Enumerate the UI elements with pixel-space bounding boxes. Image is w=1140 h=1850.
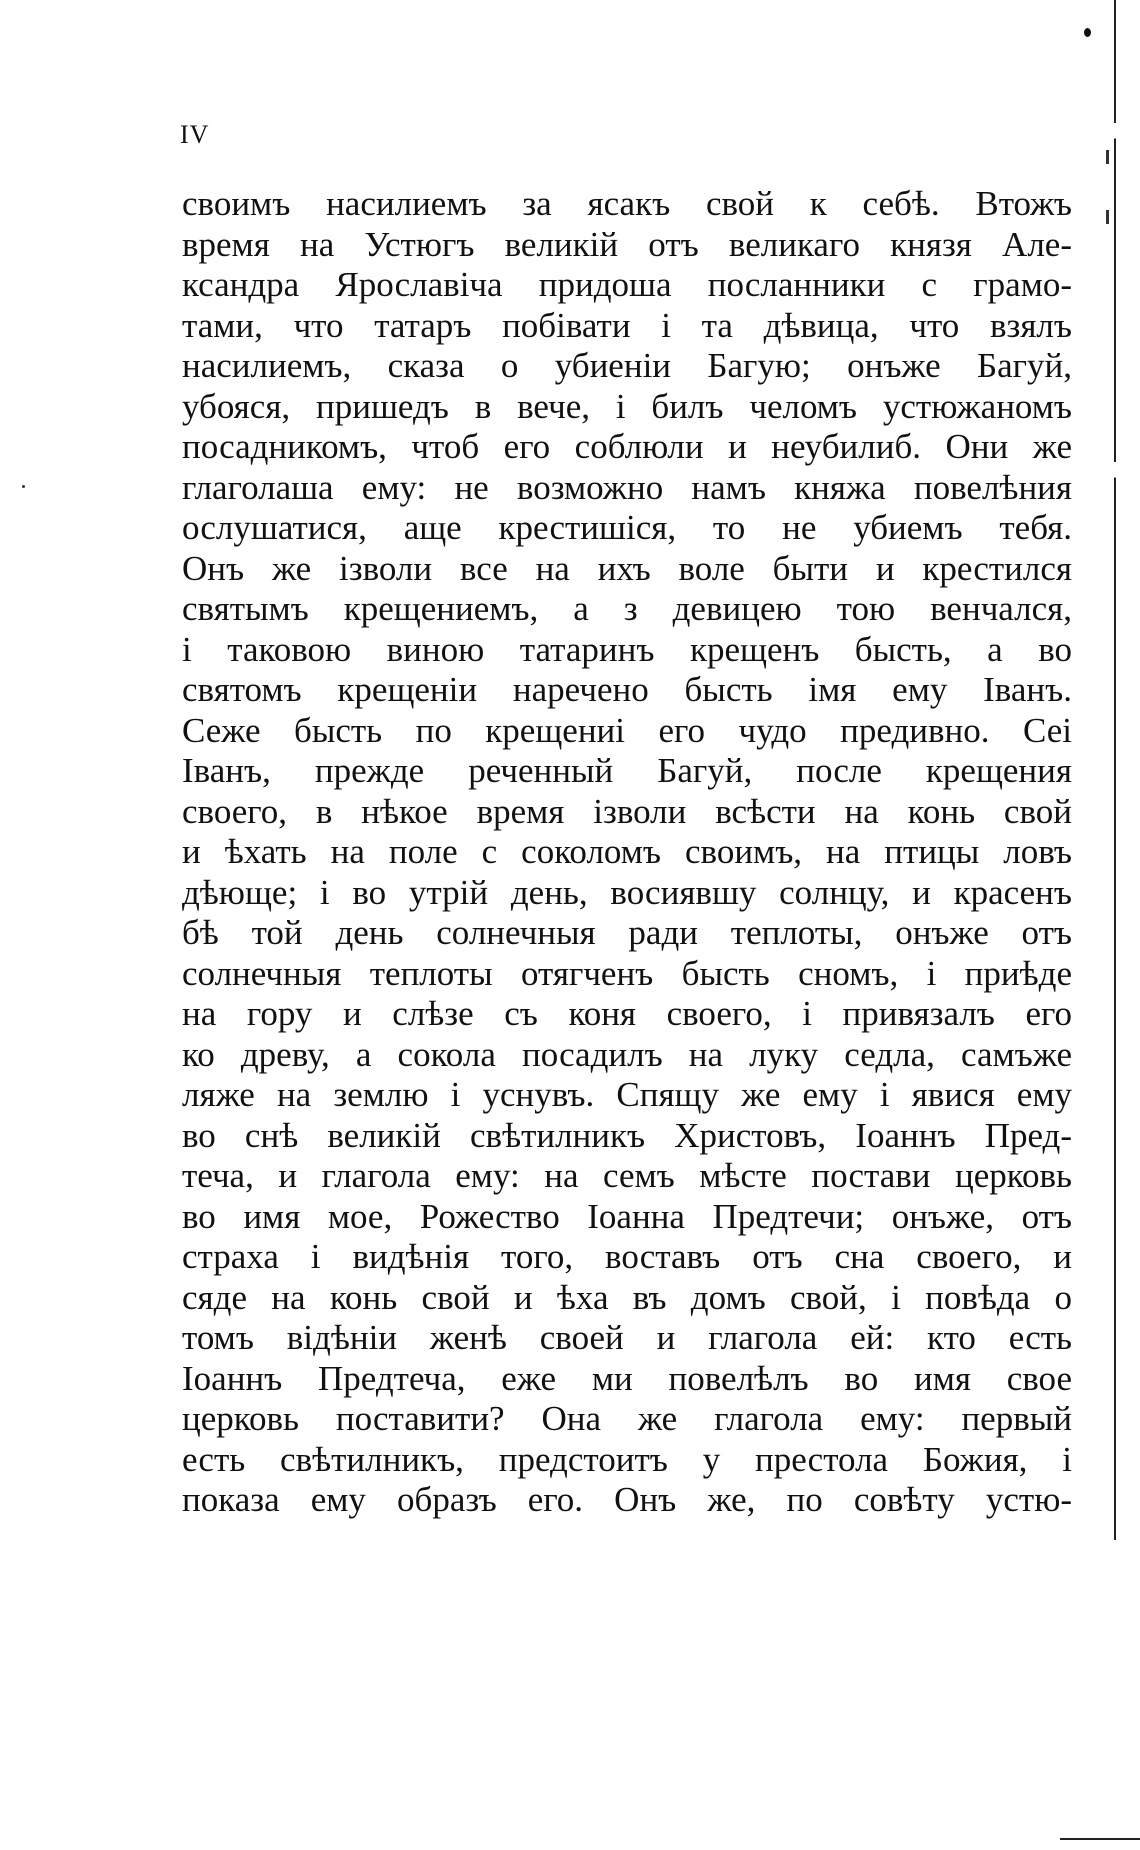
text-line: сяде на конь свой и ѣха въ домъ свой, і повѣда о	[182, 1277, 1072, 1317]
text-line: посадникомъ, чтоб его соблюли и неубилиб. Они же	[182, 427, 1072, 466]
text-line: бѣ той день солнечныя ради теплоты, онъже отъ	[182, 913, 1072, 952]
text-line: солнечныя теплоты отягченъ бысть сномъ, і приѣде	[182, 953, 1072, 993]
page-edge-line	[1114, 0, 1116, 1540]
text-line: теча, и глагола ему: на семъ мѣсте постави церковь	[182, 1156, 1072, 1195]
text-line: своимъ насилиемъ за ясакъ свой к себѣ. Втожъ	[182, 184, 1072, 223]
text-line: томъ відѣніи женѣ своей и глагола ей: кто есть	[182, 1318, 1072, 1357]
page-edge-tick	[1106, 150, 1109, 164]
body-text	[182, 184, 1072, 1521]
text-line: тами, что татаръ побівати і та дѣвица, что взялъ	[182, 305, 1072, 345]
text-line: показа ему образъ его. Онъ же, по совѣту устю-	[182, 1480, 1072, 1519]
text-line: святымъ крещениемъ, а з девицею тою венчался,	[182, 589, 1072, 628]
ink-mark	[1084, 28, 1091, 37]
text-line: и ѣхать на поле с соколомъ своимъ, на птицы ловъ	[182, 832, 1072, 871]
text-line: ослушатися, аще крестишіся, то не убиемъ тебя.	[182, 508, 1072, 547]
text-line: Сеже бысть по крещениі его чудо предивно. Сеі	[182, 710, 1072, 750]
text-line: церковь поставити? Она же глагола ему: первый	[182, 1399, 1072, 1438]
text-line: Іванъ, прежде реченный Багуй, после крещения	[182, 751, 1072, 790]
text-line: время на Устюгъ великій отъ великаго князя Але-	[182, 224, 1072, 264]
text-line: своего, в нѣкое время ізволи всѣсти на конь свой	[182, 791, 1072, 831]
text-line: ляже на землю і уснувъ. Спящу же ему і явися ему	[182, 1075, 1072, 1114]
text-line: ксандра Ярославіча придоша посланники с грамо-	[182, 265, 1072, 304]
text-line: насилиемъ, сказа о убиеніи Багую; онъже Багуй,	[182, 346, 1072, 385]
text-line: убояся, пришедъ в вече, і билъ челомъ устюжаномъ	[182, 386, 1072, 426]
page-number: IV	[180, 120, 210, 149]
margin-speck	[22, 485, 25, 488]
text-line: святомъ крещеніи наречено бысть імя ему Іванъ.	[182, 670, 1072, 709]
text-line: і таковою виною татаринъ крещенъ бысть, а во	[182, 629, 1072, 669]
text-line: ко древу, а сокола посадилъ на луку седла, самъже	[182, 1034, 1072, 1074]
bottom-rule	[1060, 1838, 1140, 1840]
text-line: Онъ же ізволи все на ихъ воле быти и крестился	[182, 548, 1072, 588]
text-line: во снѣ великій свѣтилникъ Христовъ, Іоаннъ Пред-	[182, 1115, 1072, 1155]
text-line: есть свѣтилникъ, предстоитъ у престола Божия, і	[182, 1439, 1072, 1479]
text-line: Іоаннъ Предтеча, еже ми повелѣлъ во имя свое	[182, 1358, 1072, 1398]
text-line: во имя мое, Рожество Іоанна Предтечи; онъже, отъ	[182, 1196, 1072, 1236]
text-line: страха і видѣнія того, воставъ отъ сна своего, и	[182, 1237, 1072, 1276]
text-line: дѣюще; і во утрій день, восиявшу солнцу, и красенъ	[182, 872, 1072, 912]
text-line: на гору и слѣзе съ коня своего, і привязалъ его	[182, 994, 1072, 1033]
page-edge-tick	[1106, 210, 1109, 224]
text-line: глаголаша ему: не возможно намъ княжа повелѣния	[182, 467, 1072, 507]
